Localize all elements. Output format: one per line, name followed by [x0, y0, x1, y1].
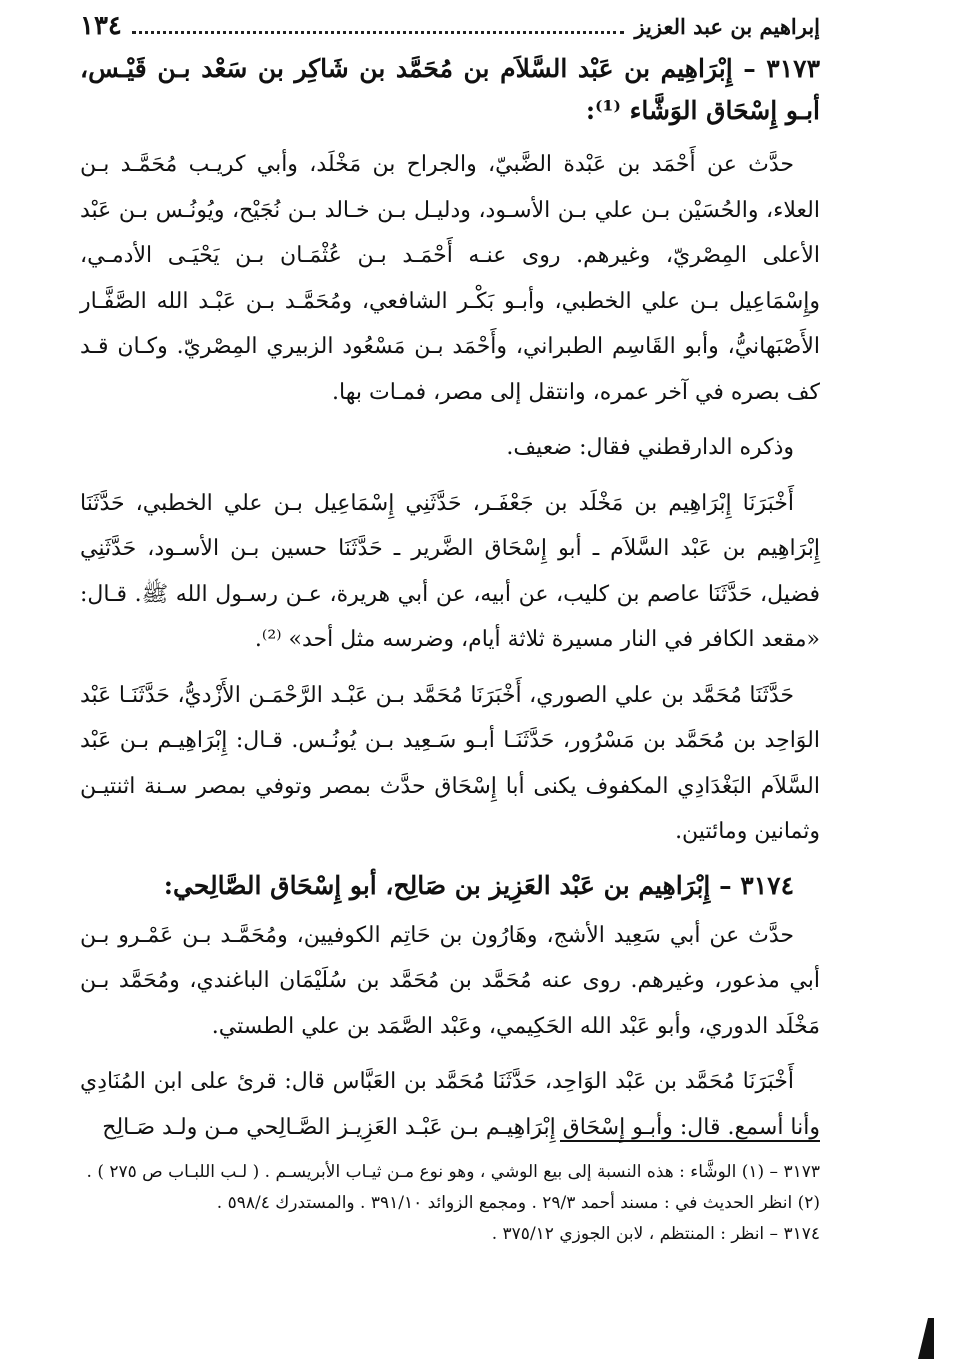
entry-3174-paragraph-1: حدَّث عن أبي سَعِيد الأشج، وهَارُون بن حَاتِم الكوفيين، ومُحَمَّـد بـن عَمْـرو بـن أبي مذعور، وغيرهم. روى عنه مُحَمَّد بن مُحَمَّد بن سُلَيْمَان الباغندي، ومُحَمَّد بـن مَخْلَد الدوري، وأبو عَبْد الله الحَكِيمي، وعَبْد الصَّمَد بن علي الطستي. — [80, 922, 820, 1039]
entry-3173-paragraph-1: حدَّث عن أَحْمَد بن عَبْدة الضَّبيّ، والجراح بن مَخْلَد، وأبي كريـب مُحَمَّـد بـن العلاء، والحُسَيْن بـن علي بـن الأسـود، ودليـل بـن خـالد بـن نُجَيْح، ويُونُـس بـن عَبْد الأعلى المِصْريّ، وغيرهم. روى عنـه أَحْمَـد بـن عُثْمَـان بـن يَحْيَـى الأدمـي، وإِسْمَاعِيل بـن علي الخطبي، وأبـو بَكْـر الشافعي، ومُحَمَّـد بـن عَبْـد الله الصَّفَّـار الأَصْبَهانيُّ، وأبو القَاسِم الطبراني، وأَحْمَد بـن مَسْعُود الزبيري المِصْريّ. وكـان قـد كف بصره في آخر عمره، وانتقل إلى مصر، فمـات بها. — [80, 152, 820, 405]
page-content — [80, 8, 820, 1160]
running-header — [80, 8, 820, 44]
entry-3174-paragraph-2: أَخْبَرَنَا مُحَمَّد بن عَبْد الوَاحِد، حَدَّثَنَا مُحَمَّد بن العَبَّاس قال: قرئ على ابن المُنَادِي وأنا أسمع. قال: وأبـو إِسْحَاق إِبْرَاهِيـم بـن عَبْـد العَزِيـز الصَّـالِحي مـن ولـد صَـالِح — [80, 1069, 820, 1140]
entry-3173-paragraph-4: حَدَّثَنَا مُحَمَّد بن علي الصوري، أَخْبَرَنَا مُحَمَّد بـن عَبْـد الرَّحْمَـن الأَزْديُّ، حَدَّثَنَـا عَبْد الوَاحِد بن مُحَمَّد بن مَسْرُور، حَدَّثَنَـا أبـو سَـعِيد بـن يُونُـس. قـال: إِبْرَاهِيـم بـن عَبْد السَّلاَم البَغْدَادِي المكفوف يكنى أبا إِسْحَاق حدَّث بمصر وتوفي بمصر سـنة اثنتيـن وثمانين ومائتين. — [80, 682, 820, 844]
entry-3173-paragraph-3: أَخْبَرَنَا إِبْرَاهِيم بن مَخْلَد بن جَعْفَـر، حَدَّثَنِي إِسْمَاعِيل بـن علي الخطبي، حَدَّثَنَا إِبْرَاهِيم بن عَبْد السَّلاَم ـ أبو إِسْحَاق الضَّرير ـ حَدَّثَنَا حسين بـن الأسـود، حَدَّثَنِي فضيل، حَدَّثَنَا عاصم بن كليب، عن أبيه، عن أبي هريرة، عـن رسـول الله ﷺ. قـال: «مقعد الكافر في النار مسيرة ثلاثة أيام، وضرسه مثل أحد» ⁽²⁾. — [80, 490, 820, 652]
footnote-2: (٢) انظر الحديث في : مسند أحمد ٢٩/٣ . ومجمع الزوائد ٣٩١/١٠ . والمستدرك ٥٩٨/٤ . — [216, 1193, 820, 1213]
entry-heading-3173: ٣١٧٣ – إِبْرَاهِيم بن عَبْد السَّلاَم بن مُحَمَّد بن شَاكِر بن سَعْد بـن قَيْـس، أبـو إِسْحَاق الوَشَّاء ⁽¹⁾: — [80, 54, 820, 125]
entry-heading-3174: ٣١٧٤ – إِبْرَاهِيم بن عَبْد العَزِيز بن صَالِح، أبو إِسْحَاق الصَّالِحي: — [163, 870, 794, 900]
running-title: إبراهيم بن عبد العزيز — [634, 14, 820, 39]
entry-3173-paragraph-2: وذكره الدارقطني فقال: ضعيف. — [506, 435, 794, 460]
footnotes — [80, 1158, 820, 1251]
footnote-3: ٣١٧٤ – انظر : المنتظم ، لابن الجوزي ٣٧٥/١٢ . — [491, 1224, 820, 1244]
footnote-1: ٣١٧٣ – (١) الوشَّاء : هذه النسبة إلى بيع الوشي ، وهو نوع مـن ثيـاب الأبريسـم . ( لـب اللبـاب ص ٢٧٥ ) . — [86, 1162, 820, 1182]
page-number: ١٣٤ — [80, 11, 122, 41]
header-leader-dots — [132, 11, 625, 34]
footnote-divider — [560, 1140, 820, 1142]
scan-edge-mark — [918, 1318, 934, 1359]
